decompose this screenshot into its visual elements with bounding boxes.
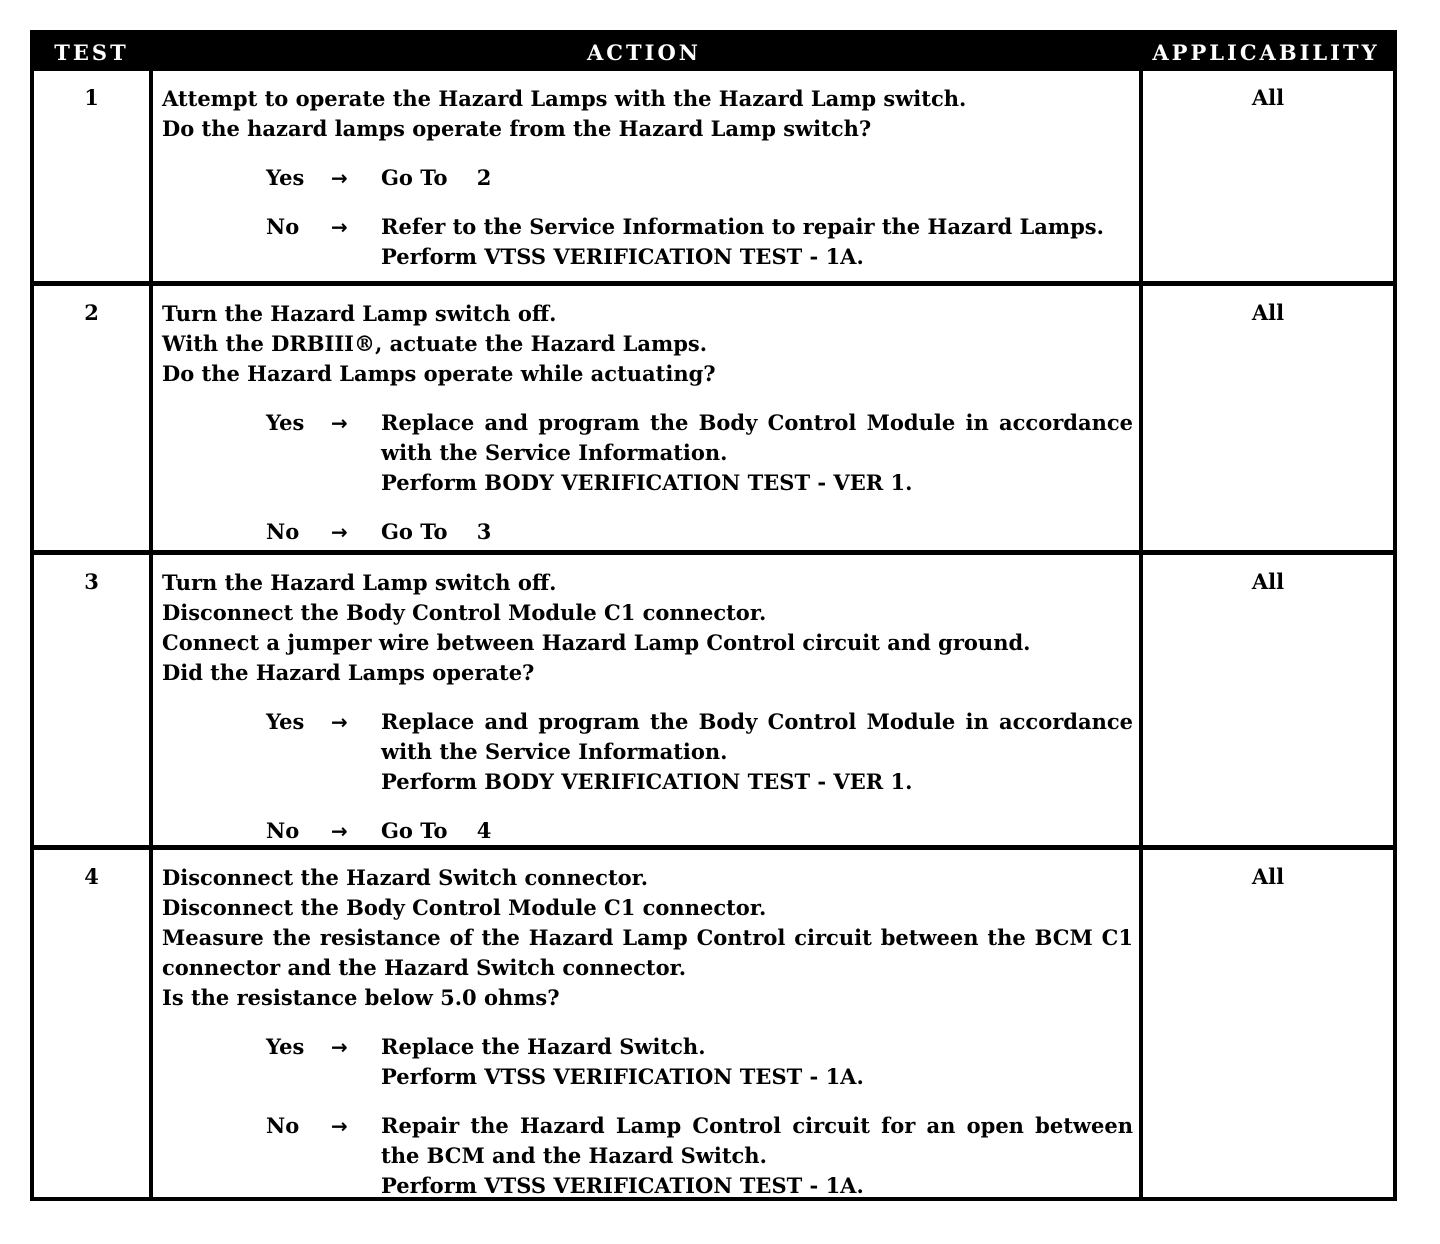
branch-label: No <box>266 1113 300 1138</box>
branch-yes <box>266 707 1133 797</box>
branch-no <box>266 816 1133 845</box>
branch-label: Yes <box>266 410 305 435</box>
header-test: TEST <box>54 40 129 65</box>
branch-label: No <box>266 214 300 239</box>
arrow-icon: → <box>331 166 348 190</box>
branch-line: Go To 2 <box>381 165 492 190</box>
branch-text <box>381 1111 1133 1197</box>
branch-text <box>381 408 1133 498</box>
branch-label: Yes <box>266 1034 305 1059</box>
branch-line: Perform VTSS VERIFICATION TEST - 1A. <box>381 244 864 269</box>
table-row <box>34 550 1393 845</box>
action-cell <box>149 71 1139 281</box>
statement: Disconnect the Body Control Module C1 connector. <box>162 895 767 920</box>
applicability-value: All <box>1139 71 1393 281</box>
test-number: 4 <box>84 864 99 889</box>
statement: Did the Hazard Lamps operate? <box>162 660 535 685</box>
action-cell <box>149 555 1139 845</box>
branch-text <box>381 517 1133 547</box>
arrow-icon: → <box>331 215 348 239</box>
statement: Attempt to operate the Hazard Lamps with the Hazard Lamp switch. <box>162 86 967 111</box>
branch-line: Go To 4 <box>381 818 492 843</box>
test-number: 2 <box>84 300 99 325</box>
statement: Turn the Hazard Lamp switch off. <box>162 570 557 595</box>
branch-line: Refer to the Service Information to repair the Hazard Lamps. <box>381 214 1104 239</box>
table-row <box>34 281 1393 550</box>
statement: Disconnect the Hazard Switch connector. <box>162 865 649 890</box>
test-number: 1 <box>84 85 99 110</box>
header-action: ACTION <box>587 40 701 65</box>
table-row <box>34 845 1393 1197</box>
branch-line: Perform BODY VERIFICATION TEST - VER 1. <box>381 470 913 495</box>
arrow-icon: → <box>331 710 348 734</box>
arrow-icon: → <box>331 819 348 843</box>
applicability-value: All <box>1139 286 1393 550</box>
branch-line: Perform VTSS VERIFICATION TEST - 1A. <box>381 1064 864 1089</box>
branch-yes <box>266 163 1133 193</box>
statement: Is the resistance below 5.0 ohms? <box>162 985 560 1010</box>
branch-line: Replace and program the Body Control Module in accordance with the Service Information. <box>381 709 1133 764</box>
branch-line: Perform BODY VERIFICATION TEST - VER 1. <box>381 769 913 794</box>
table-row <box>34 71 1393 281</box>
arrow-icon: → <box>331 520 348 544</box>
branch-no <box>266 1111 1133 1197</box>
applicability-value: All <box>1139 850 1393 1197</box>
applicability-value: All <box>1139 555 1393 845</box>
branch-label: Yes <box>266 165 305 190</box>
branch-label: No <box>266 818 300 843</box>
statement: Disconnect the Body Control Module C1 connector. <box>162 600 767 625</box>
branch-yes <box>266 408 1133 498</box>
branch-yes <box>266 1032 1133 1092</box>
action-cell <box>149 850 1139 1197</box>
statement: Connect a jumper wire between Hazard Lamp Control circuit and ground. <box>162 630 1031 655</box>
statement: Turn the Hazard Lamp switch off. <box>162 301 557 326</box>
branch-line: Perform VTSS VERIFICATION TEST - 1A. <box>381 1173 864 1197</box>
branch-text <box>381 816 1133 845</box>
branch-label: No <box>266 519 300 544</box>
branch-line: Replace and program the Body Control Module in accordance with the Service Information. <box>381 410 1133 465</box>
statement: Measure the resistance of the Hazard Lamp Control circuit between the BCM C1 connector and the Hazard Switch connector. <box>162 925 1133 980</box>
arrow-icon: → <box>331 411 348 435</box>
header-applicability: APPLICABILITY <box>1152 40 1380 65</box>
diagnostic-test-table <box>30 30 1397 1201</box>
branch-line: Replace the Hazard Switch. <box>381 1034 706 1059</box>
branch-line: Go To 3 <box>381 519 492 544</box>
arrow-icon: → <box>331 1035 348 1059</box>
branch-text <box>381 1032 1133 1092</box>
statement: With the DRBIII®, actuate the Hazard Lamps. <box>162 331 708 356</box>
branch-line: Repair the Hazard Lamp Control circuit for an open between the BCM and the Hazard Switch. <box>381 1113 1133 1168</box>
branch-label: Yes <box>266 709 305 734</box>
branch-no <box>266 517 1133 547</box>
branch-no <box>266 212 1133 272</box>
branch-text <box>381 212 1133 272</box>
branch-text <box>381 163 1133 193</box>
arrow-icon: → <box>331 1114 348 1138</box>
statement: Do the Hazard Lamps operate while actuating? <box>162 361 716 386</box>
branch-text <box>381 707 1133 797</box>
table-header-row <box>34 34 1393 71</box>
test-number: 3 <box>84 569 99 594</box>
statement: Do the hazard lamps operate from the Hazard Lamp switch? <box>162 116 872 141</box>
action-cell <box>149 286 1139 550</box>
